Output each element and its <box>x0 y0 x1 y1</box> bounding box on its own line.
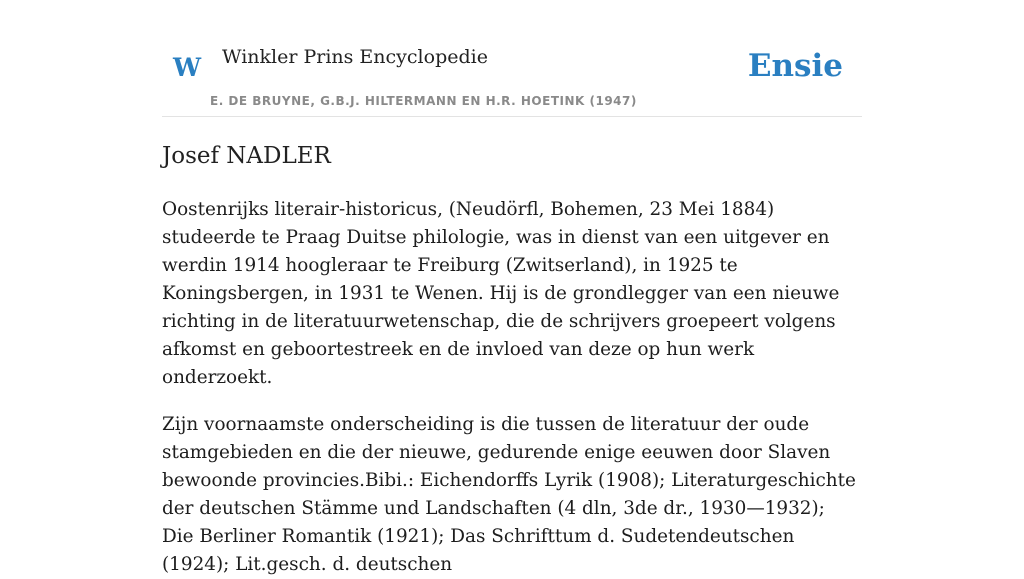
entry-title: Josef NADLER <box>162 143 331 169</box>
source-logo[interactable]: W <box>173 53 202 82</box>
ensie-brand-link[interactable]: Ensie <box>747 48 843 84</box>
entry-paragraph: Zijn voornaamste onderscheiding is die tussen de literatuur der oude stamgebieden en die der nieuwe, gedurende enige eeuwen door Slaven bewoonde provincies.Bibi.: Eichendorffs Lyrik (1908); Literaturgeschichte der deutschen Stämme und Landschaften (4 dln, 3de dr., 1930—1932); Die Berliner Romantik (1921); Das Schrifttum d. Sudetendeutschen (1924); Lit.gesch. d. deutschen <box>162 413 856 575</box>
source-title[interactable]: Winkler Prins Encyclopedie <box>222 46 488 68</box>
entry-body <box>162 196 862 579</box>
source-header <box>162 0 862 117</box>
entry-paragraph: Oostenrijks literair-historicus, (Neudörfl, Bohemen, 23 Mei 1884) studeerde te Praag Duitse philologie, was in dienst van een uitgever en werdin 1914 hoogleraar te Freiburg (Zwitserland), in 1925 te Koningsbergen, in 1931 te Wenen. Hij is de grondlegger van een nieuwe richting in de literatuurwetenschap, die de schrijvers groepeert volgens afkomst en geboortestreek en de invloed van deze op hun werk onderzoekt. <box>162 198 840 388</box>
source-authors: E. DE BRUYNE, G.B.J. HILTERMANN EN H.R. HOETINK (1947) <box>210 94 637 108</box>
article-page <box>162 0 862 579</box>
